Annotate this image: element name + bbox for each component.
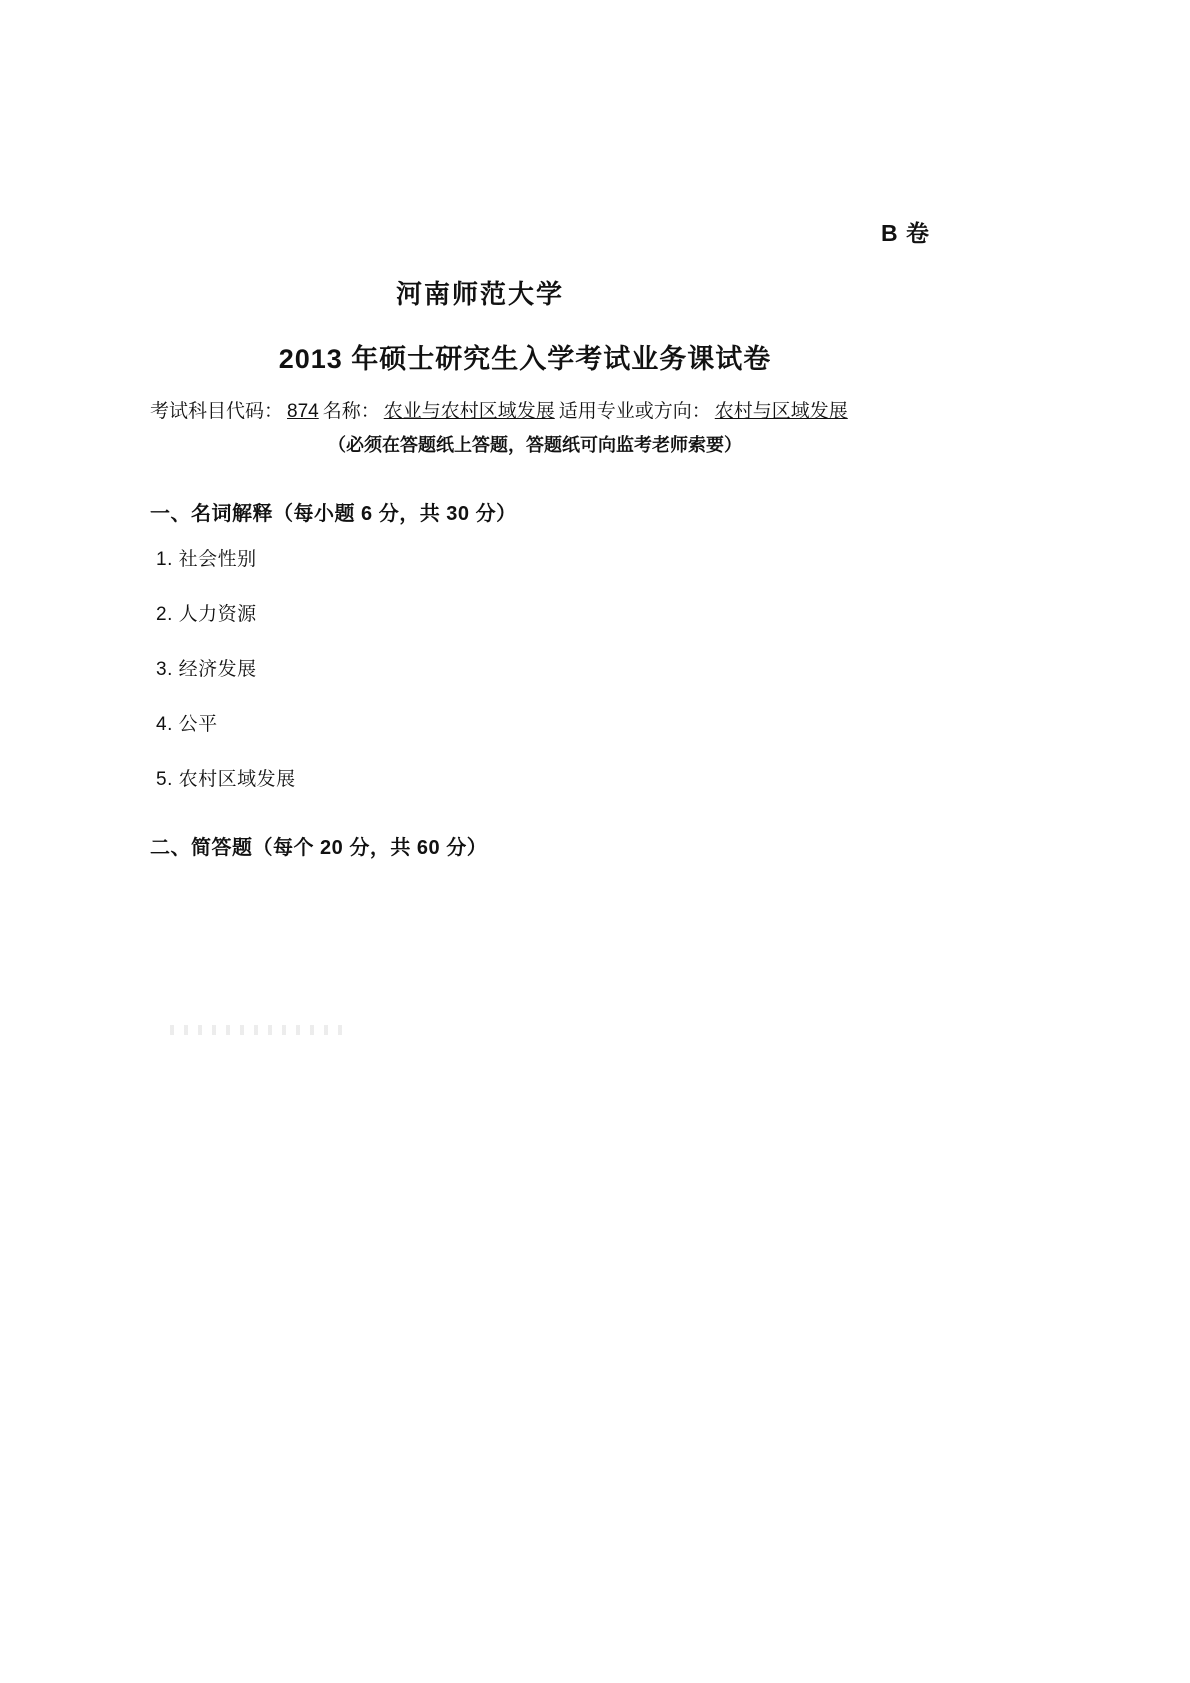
list-item: 3. 经济发展 bbox=[156, 658, 257, 680]
document-content bbox=[150, 215, 940, 878]
list-item: 1. 社会性别 bbox=[156, 548, 257, 570]
university-name: 河南师范大学 bbox=[395, 279, 564, 309]
subject-name-value: 农业与农村区域发展 bbox=[383, 401, 555, 422]
major-label: 适用专业或方向： bbox=[558, 401, 711, 422]
list-item: 5. 农村区域发展 bbox=[156, 768, 296, 790]
major-value: 农村与区域发展 bbox=[714, 401, 848, 422]
exam-variant-label: B 卷 bbox=[881, 220, 930, 246]
subject-name-label: 名称： bbox=[322, 401, 380, 422]
scan-artifact bbox=[170, 1025, 350, 1035]
subject-code-value: 874 bbox=[287, 401, 319, 422]
subject-code-label: 考试科目代码： bbox=[150, 401, 284, 422]
section-heading-terms: 一、名词解释（每小题 6 分，共 30 分） bbox=[150, 502, 517, 525]
exam-title: 2013 年硕士研究生入学考试业务课试卷 bbox=[278, 344, 772, 374]
exam-meta-line bbox=[150, 398, 940, 427]
section-heading-short-answer: 二、简答题（每个 20 分，共 60 分） bbox=[150, 836, 488, 859]
answer-sheet-notice: （必须在答题纸上答题，答题纸可向监考老师索要） bbox=[328, 434, 742, 455]
list-item: 4. 公平 bbox=[156, 713, 218, 735]
list-item: 2. 人力资源 bbox=[156, 603, 257, 625]
